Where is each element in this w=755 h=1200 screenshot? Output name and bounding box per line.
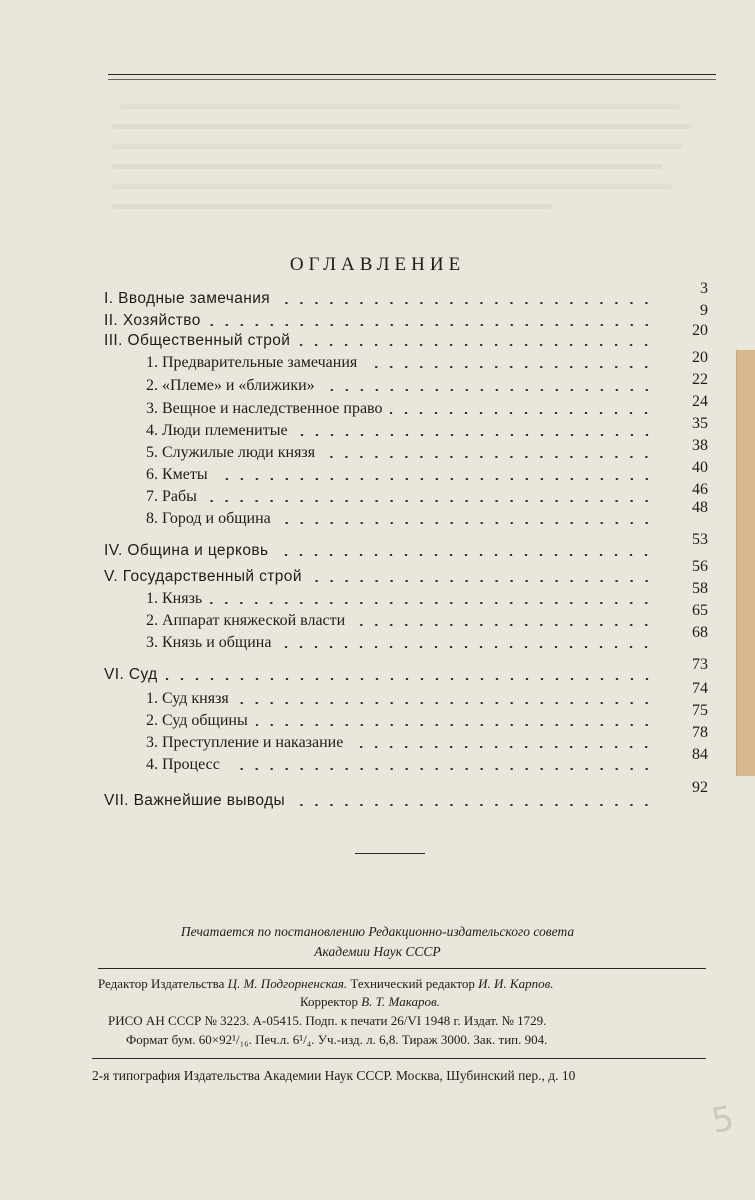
toc-entry-label: 4. Люди племенитые [146,422,288,439]
toc-entry-label: III. Общественный строй [104,332,291,349]
dot-leader [256,724,654,726]
show-through [112,184,672,189]
toc-page-number: 20 [692,349,708,366]
dot-leader [276,554,654,556]
dot-leader [365,366,654,368]
dot-leader [278,302,654,304]
toc-page-number: 48 [692,499,708,516]
dot-leader [166,678,654,680]
corrector-line [300,994,440,1010]
toc-page-number: 20 [692,322,708,339]
toc-entry [146,464,660,486]
colophon-rule [98,968,706,969]
toc-entry-label: 2. «Племе» и «ближики» [146,377,315,394]
toc-entry [104,310,660,332]
toc-entry-label: 3. Князь и община [146,634,272,651]
dot-leader [209,324,654,326]
toc-entry [146,442,660,464]
imprint-line-1: Печатается по постановлению Редакционно-издательского совета [180,924,575,939]
toc-entry [104,566,660,588]
toc-entry-label: 1. Князь [146,590,203,607]
toc-entry [146,375,660,397]
printer-rule [92,1058,706,1059]
printer-line: 2-я типография Издательства Академии Наук СССР. Москва, Шубинский пер., д. 10 [92,1068,576,1083]
toc-entry [146,688,660,710]
toc-entry [146,632,660,654]
paper-bookmark-tab [736,350,755,776]
toc-page-number: 78 [692,724,708,741]
tech-editor-name: И. И. Карпов. [478,976,554,991]
toc-entry [146,710,660,732]
dot-leader [310,580,654,582]
toc-entry [104,540,660,562]
toc-page-number: 3 [700,280,708,297]
dot-leader [216,478,654,480]
toc-entry [146,732,660,754]
toc-entry-label: 8. Город и община [146,510,271,527]
toc-entry [104,790,660,812]
toc-entry-label: VI. Суд [104,666,158,683]
toc-page-number: 40 [692,459,708,476]
toc-entry-label: 2. Аппарат княжеской власти [146,612,346,629]
toc-entry [146,588,660,610]
toc-page-number: 22 [692,371,708,388]
toc-entry [104,664,660,686]
dot-leader [279,646,654,648]
toc-entry-label: 3. Преступление и наказание [146,734,344,751]
toc-heading: ОГЛАВЛЕНИЕ [289,254,466,275]
toc-entry-label: I. Вводные замечания [104,290,271,307]
show-through [112,204,552,209]
toc-entry [146,486,660,508]
toc-entry-label: 5. Служилые люди князя [146,444,316,461]
dot-leader [237,702,654,704]
toc-page-number: 92 [692,779,708,796]
dot-leader [323,456,654,458]
toc-entry [146,610,660,632]
toc-page-number: 35 [692,415,708,432]
dot-leader [210,602,654,604]
corrector-name: В. Т. Макаров. [361,994,440,1009]
editor-line [98,976,553,992]
corrector-label: Корректор [300,994,362,1009]
toc-entry [146,508,660,530]
dot-leader [298,344,654,346]
dot-leader [351,746,654,748]
dot-leader [296,434,654,436]
toc-page-number: 9 [700,302,708,319]
toc-entry [146,398,660,420]
toc-page-number: 73 [692,656,708,673]
toc-entry [146,420,660,442]
toc-entry [146,352,660,374]
top-rule-thin [108,79,716,80]
toc-entry-label: 1. Суд князя [146,690,229,707]
editor-name: Ц. М. Подгорненская. [227,976,348,991]
dot-leader [323,389,654,391]
show-through [112,144,682,149]
riso-line: РИСО АН СССР № 3223. А-05415. Подп. к печати 26/VI 1948 г. Издат. № 1729. [108,1013,547,1028]
toc-entry-label: V. Государственный строй [104,568,302,585]
editor-label: Редактор Издательства [98,976,228,991]
toc-entry [104,330,660,352]
toc-page-number: 46 [692,481,708,498]
toc-page-number: 56 [692,558,708,575]
toc-entry-label: 1. Предварительные замечания [146,354,358,371]
center-divider [355,853,425,854]
show-through [112,164,662,169]
toc-page-number: 68 [692,624,708,641]
toc-page-number: 74 [692,680,708,697]
toc-entry [104,288,660,310]
toc-entry-label: 6. Кметы [146,466,208,483]
imprint-line-2: Академии Наук СССР [314,944,441,959]
toc-page-number: 84 [692,746,708,763]
show-through [112,124,692,129]
toc-entry-label: 7. Рабы [146,488,197,505]
toc-page-number: 75 [692,702,708,719]
top-rule [108,74,716,75]
show-through [120,104,680,109]
toc-page-number: 24 [692,393,708,410]
toc-entry-label: 4. Процесс [146,756,220,773]
pencil-mark: 5 [708,1098,738,1142]
toc-entry-label: VII. Важнейшие выводы [104,792,286,809]
tech-editor-label: Технический редактор [347,976,479,991]
toc-page-number: 53 [692,531,708,548]
dot-leader [390,412,654,414]
toc-page-number: 58 [692,580,708,597]
toc-entry-label: 2. Суд общины [146,712,248,729]
toc-entry [146,754,660,776]
toc-entry-label: II. Хозяйство [104,312,201,329]
toc-page-number: 38 [692,437,708,454]
toc-entry-label: 3. Вещное и наследственное право [146,400,383,417]
dot-leader [228,768,654,770]
toc-page-number: 65 [692,602,708,619]
dot-leader [353,624,654,626]
dot-leader [293,804,654,806]
dot-leader [205,500,654,502]
format-line: Формат бум. 60×92¹/₁₆. Печ.л. 6¹/₄. Уч.-изд. л. 6,8. Тираж 3000. Зак. тип. 904. [126,1032,548,1047]
dot-leader [279,522,654,524]
toc-entry-label: IV. Община и церковь [104,542,269,559]
